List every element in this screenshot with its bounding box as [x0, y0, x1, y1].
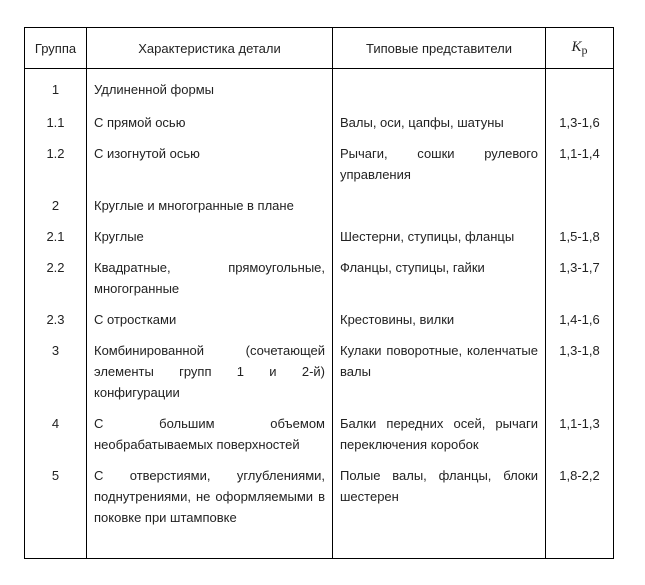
cell-kp — [546, 195, 614, 226]
kp-symbol: K — [571, 38, 582, 55]
cell-representatives — [333, 69, 546, 112]
cell-characteristic: Комбинированной (сочетающей элементы групп 1 и 2-й) конфигурации — [87, 340, 333, 413]
cell-group: 4 — [25, 413, 87, 465]
cell-representatives: Балки передних осей, рычаги переключения коробок — [333, 413, 546, 465]
table-row — [25, 413, 614, 465]
cell-characteristic: С отростками — [87, 309, 333, 340]
cell-characteristic: С большим объемом необрабатываемых поверхностей — [87, 413, 333, 465]
cell-representatives: Рычаги, сошки рулевого управления — [333, 143, 546, 195]
table-row — [25, 257, 614, 309]
table-row — [25, 340, 614, 413]
cell-representatives: Крестовины, вилки — [333, 309, 546, 340]
table-row — [25, 309, 614, 340]
cell-group: 2.2 — [25, 257, 87, 309]
cell-group: 2.1 — [25, 226, 87, 257]
cell-characteristic: С изогнутой осью — [87, 143, 333, 195]
cell-characteristic: Круглые — [87, 226, 333, 257]
table-row — [25, 226, 614, 257]
table-row — [25, 143, 614, 195]
table-header-row — [25, 28, 614, 69]
cell-kp: 1,8-2,2 — [546, 465, 614, 559]
table-row — [25, 69, 614, 112]
cell-characteristic: Удлиненной формы — [87, 69, 333, 112]
cell-characteristic: Круглые и многогранные в плане — [87, 195, 333, 226]
cell-representatives: Фланцы, ступицы, гайки — [333, 257, 546, 309]
header-characteristic: Характеристика детали — [87, 28, 333, 69]
cell-group: 1.1 — [25, 112, 87, 143]
cell-kp: 1,4-1,6 — [546, 309, 614, 340]
cell-group: 5 — [25, 465, 87, 559]
header-group: Группа — [25, 28, 87, 69]
cell-characteristic: С отверстиями, углублениями, поднутрениями, не оформляемыми в поковке при штамповке — [87, 465, 333, 559]
cell-kp: 1,1-1,4 — [546, 143, 614, 195]
forging-groups-table — [24, 27, 614, 559]
cell-group: 3 — [25, 340, 87, 413]
header-representatives: Типовые представители — [333, 28, 546, 69]
cell-group: 1 — [25, 69, 87, 112]
table-row — [25, 465, 614, 559]
cell-characteristic: Квадратные, прямоугольные, многогранные — [87, 257, 333, 309]
cell-representatives: Валы, оси, цапфы, шатуны — [333, 112, 546, 143]
table-row — [25, 195, 614, 226]
cell-characteristic: С прямой осью — [87, 112, 333, 143]
cell-representatives — [333, 195, 546, 226]
cell-representatives: Полые валы, фланцы, блоки шестерен — [333, 465, 546, 559]
cell-representatives: Кулаки поворотные, коленчатые валы — [333, 340, 546, 413]
cell-group: 2.3 — [25, 309, 87, 340]
cell-kp: 1,3-1,6 — [546, 112, 614, 143]
cell-kp: 1,1-1,3 — [546, 413, 614, 465]
cell-kp: 1,3-1,7 — [546, 257, 614, 309]
table-row — [25, 112, 614, 143]
kp-subscript: p — [581, 42, 588, 57]
cell-kp: 1,5-1,8 — [546, 226, 614, 257]
cell-group: 2 — [25, 195, 87, 226]
cell-kp — [546, 69, 614, 112]
cell-representatives: Шестерни, ступицы, фланцы — [333, 226, 546, 257]
cell-group: 1.2 — [25, 143, 87, 195]
cell-kp: 1,3-1,8 — [546, 340, 614, 413]
header-kp — [546, 28, 614, 69]
